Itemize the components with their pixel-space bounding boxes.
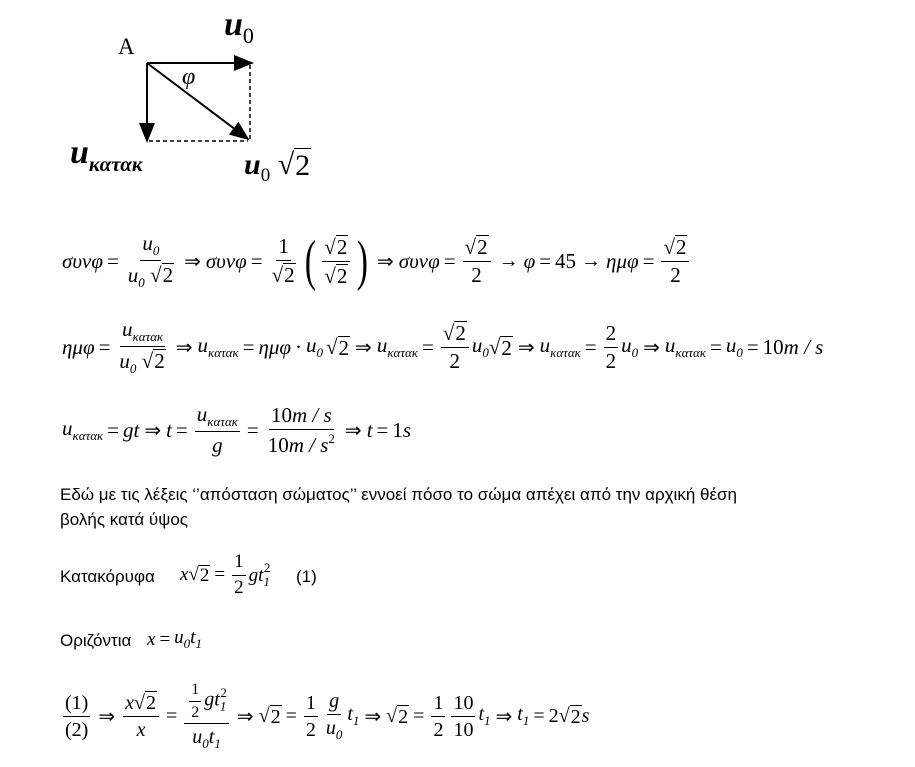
u0-sub: 0 xyxy=(242,23,254,48)
vertical-label: Κατακόρυφα xyxy=(60,567,155,586)
explanation-line-1: Εδώ με τις λέξεις ‘’απόσταση σώματος’’ εννοεί πόσο το σώμα απέχει από την αρχική θέση xyxy=(60,485,737,504)
horizontal-label: Οριζόντια xyxy=(60,631,132,650)
ukatak-symbol: u xyxy=(70,134,89,171)
ukatak-label xyxy=(70,134,143,177)
resultant-sqrt: 2 xyxy=(295,149,311,182)
equation-3: $u_{\kappa\alpha\tau\alpha к}$ = gt ⇒ t = $\frac{u_{\kappa\alpha\tau\alpha к}}{g}$ = $\frac{10m / s}{10m / s^2}$ ⇒ t = 1 s xyxy=(62,402,412,458)
point-a-label: A xyxy=(118,34,135,59)
horizontal-equation: x = $u_0t_1$ xyxy=(147,627,202,651)
vertical-equation: x √ 2 = $\frac{1}{2}$ $gt_1^2$ xyxy=(180,551,271,598)
resultant-label: $u_0$ √ 2 xyxy=(244,148,311,186)
explanation-line-2: βολής κατά ύψος xyxy=(60,510,188,529)
equation-1: συνφ = $u_0$ $u_0$ √ 2 ⇒ συνφ = 1 √ 2 ( √ 2 √ 2 ) ⇒ συνφ = √ 2 2 → φ = 45 → ημφ = √ 2 2 xyxy=(62,232,692,291)
resultant-vector xyxy=(147,63,248,139)
equation-2: ημφ = $u_{\kappa\alpha\tau\alpha к}$ $u_0$ √ 2 ⇒ $u_{\kappa\alpha\tau\alpha к}$ = ημφ · $u_0$ √ 2 ⇒ $u_{\kappa\alpha\tau\alpha к}$ = √ 2 2 $u_0$ √ 2 ⇒ $u_{\kappa\alpha\tau\alpha к}$ = $\frac{2}{2}$ $u_0$ ⇒ $u_{\kappa\alpha\tau\alpha к}$ = $u_0$ = 10 m / s xyxy=(62,317,824,377)
phi-label: φ xyxy=(182,64,196,90)
u0-label xyxy=(224,6,254,49)
resultant-u: u xyxy=(244,148,261,181)
resultant-sub: 0 xyxy=(260,165,271,186)
u0-symbol: u xyxy=(224,6,243,43)
final-equation: $\frac{(1)}{(2)}$ ⇒ x√ 2 x = $\frac{1}{2}$ $gt_1^2$ $u_0t_1$ ⇒ √ 2 = $\frac{1}{2}$ $\frac{g}{u_0}$ $t_1$ ⇒ √ 2 = $\frac{1}{2}$ $\frac{10}{10}$ $t_1$ ⇒ $t_1$ = 2 √ 2 s xyxy=(65,681,590,752)
vertical-tag: (1) xyxy=(296,567,317,586)
ukatak-sub: καταк xyxy=(88,152,143,176)
